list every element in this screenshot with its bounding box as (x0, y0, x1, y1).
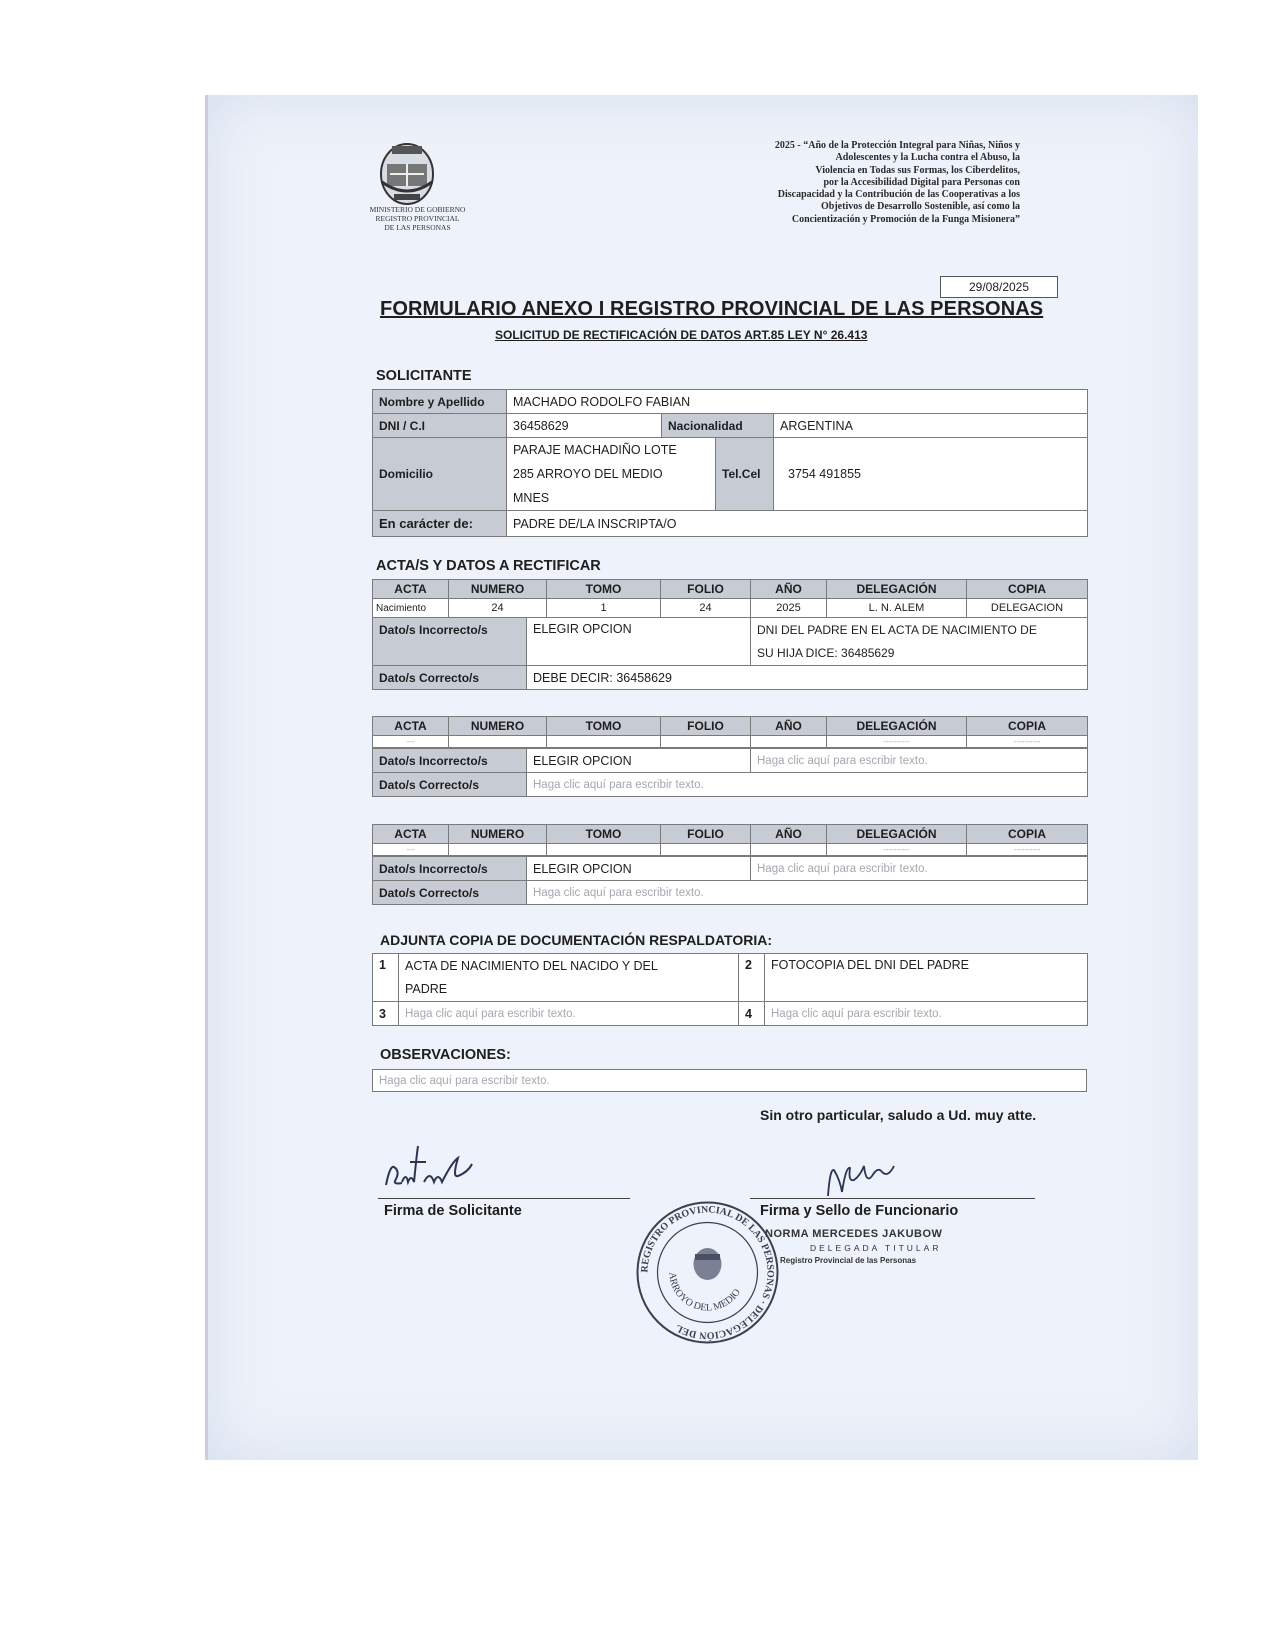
official-signature-line (750, 1198, 1035, 1199)
adjunta-field-3[interactable]: Haga clic aquí para escribir texto. (399, 1002, 739, 1026)
col-numero: NUMERO (449, 580, 547, 599)
col-delegacion: DELEGACIÓN (827, 580, 967, 599)
col-acta: ACTA (373, 825, 449, 844)
motto-line: por la Accesibilidad Digital para Personas con (823, 176, 1020, 188)
nacionalidad-field[interactable]: ARGENTINA (774, 414, 1088, 438)
observaciones-field[interactable]: Haga clic aquí para escribir texto. (373, 1070, 1087, 1092)
domicilio-field[interactable] (507, 438, 716, 511)
col-anio: AÑO (751, 580, 827, 599)
solicitante-table (372, 389, 1088, 537)
caracter-field[interactable]: PADRE DE/LA INSCRIPTA/O (507, 511, 1088, 537)
dni-field[interactable]: 36458629 (507, 414, 662, 438)
official-role: DELEGADA TITULAR (810, 1243, 942, 1253)
incorrect-field[interactable]: Haga clic aquí para escribir texto. (751, 857, 1088, 881)
col-tomo: TOMO (547, 717, 661, 736)
tel-label: Tel.Cel (716, 438, 774, 511)
incorrect-field[interactable]: Haga clic aquí para escribir texto. (751, 749, 1088, 773)
applicant-signature (380, 1140, 500, 1195)
col-anio: AÑO (751, 717, 827, 736)
incorrect-line: SU HIJA DICE: 36485629 (757, 645, 895, 660)
domicilio-label: Domicilio (373, 438, 507, 511)
col-delegacion: DELEGACIÓN (827, 717, 967, 736)
official-signature (820, 1162, 910, 1202)
official-org: Registro Provincial de las Personas (780, 1256, 917, 1265)
anio-field[interactable] (751, 844, 827, 856)
ministry-line: DE LAS PERSONAS (384, 223, 451, 232)
applicant-signature-line (378, 1198, 630, 1199)
acta-block-1-data (372, 617, 1088, 690)
acta-type-field[interactable]: --- (373, 844, 449, 856)
folio-field[interactable] (661, 844, 751, 856)
adjunta-table (372, 953, 1088, 1026)
form-subtitle: SOLICITUD DE RECTIFICACIÓN DE DATOS ART.85 LEY N° 26.413 (495, 328, 868, 342)
stamp-outer-text: REGISTRO PROVINCIAL DE LAS PERSONAS · DELEGACIÓN DEL (639, 1204, 776, 1341)
motto-line: Adolescentes y la Lucha contra el Abuso, la (835, 152, 1020, 164)
numero-field[interactable] (449, 736, 547, 748)
correct-label: Dato/s Correcto/s (373, 666, 527, 690)
acta-type-field[interactable]: --- (373, 736, 449, 748)
ministry-line: MINISTERIO DE GOBIERNO (369, 205, 466, 214)
correct-label: Dato/s Correcto/s (373, 881, 527, 905)
numero-field[interactable] (449, 844, 547, 856)
official-signature-label: Firma y Sello de Funcionario (760, 1203, 959, 1219)
acta-block-3-data (372, 856, 1088, 905)
adjunta-field-1[interactable] (399, 954, 739, 1002)
acta-type-field[interactable]: Nacimiento (373, 599, 449, 618)
col-folio: FOLIO (661, 580, 751, 599)
col-acta: ACTA (373, 717, 449, 736)
col-delegacion: DELEGACIÓN (827, 825, 967, 844)
domicilio-line: PARAJE MACHADIÑO LOTE (513, 443, 677, 457)
closing-text: Sin otro particular, saludo a Ud. muy atte. (760, 1107, 1037, 1123)
col-tomo: TOMO (547, 580, 661, 599)
incorrect-label: Dato/s Incorrecto/s (373, 749, 527, 773)
adjunta-number: 4 (739, 1002, 765, 1026)
acta-block-3 (372, 824, 1088, 856)
observaciones-table (372, 1069, 1087, 1092)
correct-field[interactable]: Haga clic aquí para escribir texto. (527, 773, 1088, 797)
incorrect-field[interactable] (751, 618, 1088, 666)
adjunta-heading: ADJUNTA COPIA DE DOCUMENTACIÓN RESPALDATORIA: (380, 932, 772, 948)
domicilio-line: 285 ARROYO DEL MEDIO (513, 467, 663, 481)
adjunta-field-4[interactable]: Haga clic aquí para escribir texto. (765, 1002, 1088, 1026)
tel-field[interactable]: 3754 491855 (774, 438, 1088, 511)
motto-line: Violencia en Todas sus Formas, los Ciberdelitos, (815, 164, 1020, 176)
adjunta-number: 1 (373, 954, 399, 1002)
date-field[interactable]: 29/08/2025 (940, 276, 1058, 298)
tomo-field[interactable] (547, 736, 661, 748)
numero-field[interactable]: 24 (449, 599, 547, 618)
option-select[interactable]: ELEGIR OPCION (527, 618, 751, 666)
form-title: FORMULARIO ANEXO I REGISTRO PROVINCIAL DE LAS PERSONAS (380, 298, 1044, 320)
delegacion-field[interactable]: ---------- (827, 844, 967, 856)
incorrect-label: Dato/s Incorrecto/s (373, 857, 527, 881)
delegacion-field[interactable]: L. N. ALEM (827, 599, 967, 618)
motto-line: 2025 - “Año de la Protección Integral para Niñas, Niños y (774, 140, 1020, 151)
solicitante-heading: SOLICITANTE (376, 368, 472, 384)
coat-of-arms-icon (372, 138, 442, 208)
col-tomo: TOMO (547, 825, 661, 844)
col-anio: AÑO (751, 825, 827, 844)
year-motto (640, 140, 1020, 226)
delegacion-field[interactable]: ---------- (827, 736, 967, 748)
col-copia: COPIA (967, 717, 1088, 736)
applicant-signature-label: Firma de Solicitante (384, 1203, 522, 1219)
nombre-label: Nombre y Apellido (373, 390, 507, 414)
correct-field[interactable]: DEBE DECIR: 36458629 (527, 666, 1088, 690)
folio-field[interactable]: 24 (661, 599, 751, 618)
anio-field[interactable] (751, 736, 827, 748)
col-folio: FOLIO (661, 825, 751, 844)
motto-line: Concientización y Promoción de la Funga Misionera” (791, 213, 1020, 225)
copia-field[interactable]: DELEGACION (967, 599, 1088, 618)
col-numero: NUMERO (449, 717, 547, 736)
col-numero: NUMERO (449, 825, 547, 844)
adjunta-line: ACTA DE NACIMIENTO DEL NACIDO Y DEL (405, 958, 658, 973)
dni-label: DNI / C.I (373, 414, 507, 438)
folio-field[interactable] (661, 736, 751, 748)
motto-line: Objetivos de Desarrollo Sostenible, así como la (821, 201, 1020, 213)
col-acta: ACTA (373, 580, 449, 599)
nacionalidad-label: Nacionalidad (662, 414, 774, 438)
caracter-label: En carácter de: (373, 511, 507, 537)
adjunta-number: 2 (739, 954, 765, 1002)
copia-field[interactable]: ---------- (967, 844, 1088, 856)
correct-label: Dato/s Correcto/s (373, 773, 527, 797)
option-select[interactable]: ELEGIR OPCION (527, 749, 751, 773)
stamp-inner-text: ARROYO DEL MEDIO (666, 1271, 743, 1314)
actas-heading: ACTA/S Y DATOS A RECTIFICAR (376, 558, 601, 574)
domicilio-line: MNES (513, 491, 550, 505)
anio-field[interactable]: 2025 (751, 599, 827, 618)
motto-line: Discapacidad y la Contribución de las Cooperativas a los (777, 189, 1020, 201)
adjunta-number: 3 (373, 1002, 399, 1026)
nombre-field[interactable]: MACHADO RODOLFO FABIAN (507, 390, 1088, 414)
ministry-line: REGISTRO PROVINCIAL (375, 214, 460, 223)
official-name: NORMA MERCEDES JAKUBOW (765, 1228, 943, 1240)
adjunta-line: PADRE (405, 981, 448, 996)
col-folio: FOLIO (661, 717, 751, 736)
tomo-field[interactable]: 1 (547, 599, 661, 618)
incorrect-label: Dato/s Incorrecto/s (373, 618, 527, 666)
correct-field[interactable]: Haga clic aquí para escribir texto. (527, 881, 1088, 905)
acta-block-2-data (372, 748, 1088, 797)
option-select[interactable]: ELEGIR OPCION (527, 857, 751, 881)
delegation-stamp (635, 1200, 780, 1345)
tomo-field[interactable] (547, 844, 661, 856)
adjunta-field-2[interactable]: FOTOCOPIA DEL DNI DEL PADRE (765, 954, 1088, 1002)
col-copia: COPIA (967, 580, 1088, 599)
col-copia: COPIA (967, 825, 1088, 844)
acta-block-1 (372, 579, 1088, 618)
observaciones-heading: OBSERVACIONES: (380, 1047, 511, 1063)
ministry-heading (355, 205, 480, 232)
copia-field[interactable]: ---------- (967, 736, 1088, 748)
acta-block-2 (372, 716, 1088, 748)
incorrect-line: DNI DEL PADRE EN EL ACTA DE NACIMIENTO DE (757, 622, 1037, 637)
